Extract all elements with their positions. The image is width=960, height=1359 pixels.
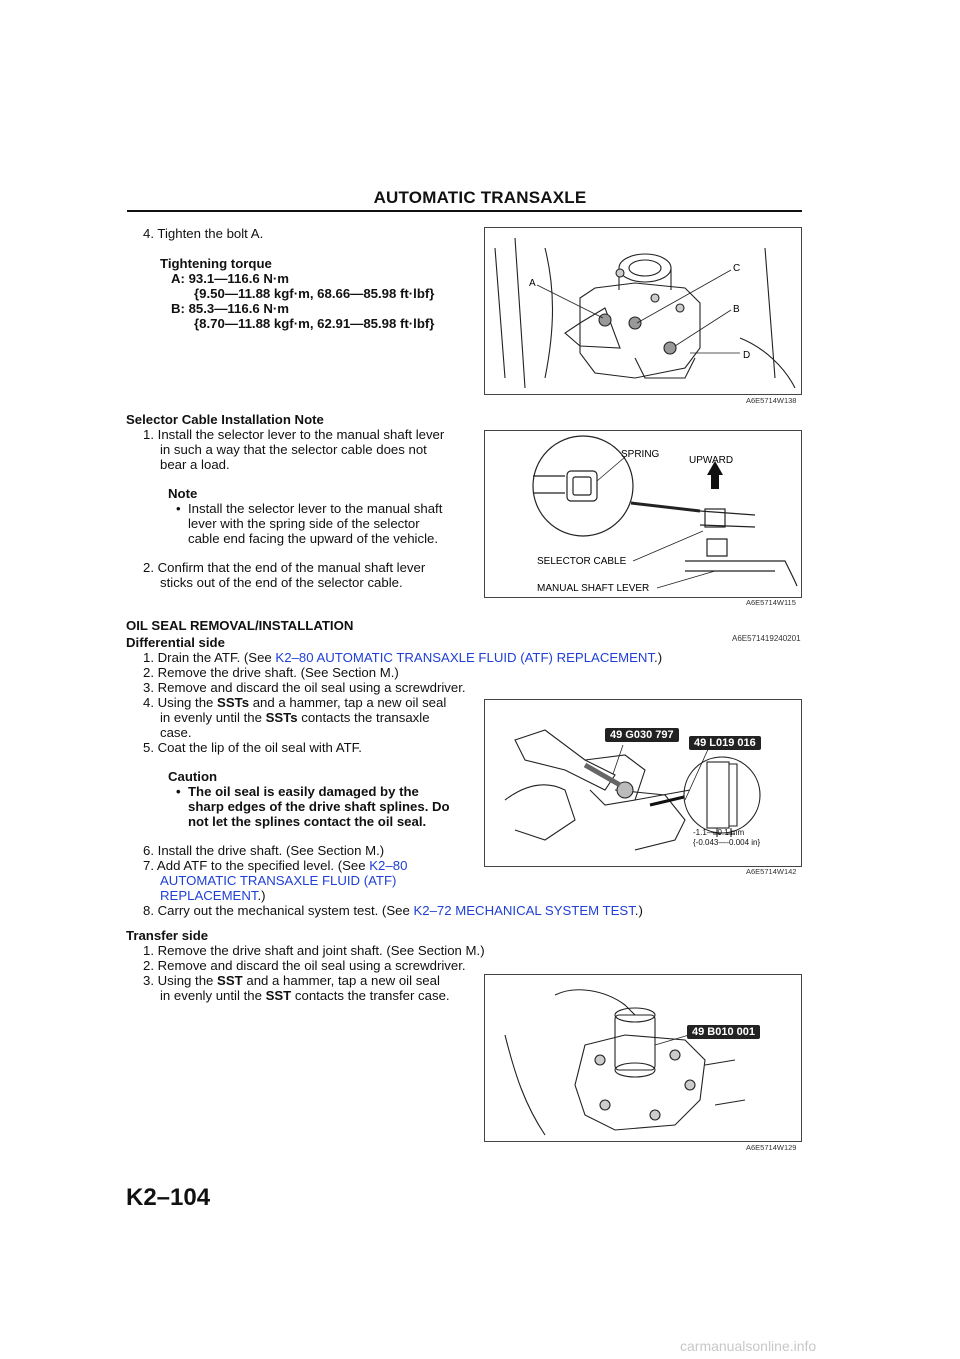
diff-step-7-end: .) bbox=[257, 888, 266, 903]
diff-step-5: 5. Coat the lip of the oil seal with ATF. bbox=[143, 740, 362, 755]
oil-seal-ref-code: A6E571419240201 bbox=[732, 634, 801, 643]
caution-line3: not let the splines contact the oil seal. bbox=[188, 814, 427, 829]
selector-step-1-line3: bear a load. bbox=[160, 457, 230, 472]
sst-term: SSTs bbox=[265, 710, 298, 725]
diff-step-4 bbox=[143, 695, 446, 710]
torque-a: A: 93.1—116.6 N·m bbox=[171, 271, 290, 286]
caution-line2: sharp edges of the drive shaft splines. Do bbox=[188, 799, 450, 814]
oil-seal-heading: OIL SEAL REMOVAL/INSTALLATION bbox=[126, 618, 354, 633]
diff-step-1-end: .) bbox=[654, 650, 663, 665]
transfer-step-3 bbox=[143, 973, 440, 988]
transfer-step-3-text: 3. Using the bbox=[143, 973, 218, 988]
diff-step-7 bbox=[143, 858, 407, 873]
diff-step-1-text: 1. Drain the ATF. (See bbox=[143, 650, 276, 665]
fig1-label-d: D bbox=[743, 350, 751, 361]
transfer-step-3-line2 bbox=[160, 988, 450, 1003]
diff-step-2: 2. Remove the drive shaft. (See Section M.) bbox=[143, 665, 399, 680]
step-4-text: 4. Tighten the bolt A. bbox=[143, 226, 264, 241]
note-line3: cable end facing the upward of the vehicle. bbox=[188, 531, 438, 546]
torque-a-sub: {9.50—11.88 kgf·m, 68.66—85.98 ft·lbf} bbox=[194, 286, 435, 301]
fig2-label-spring: SPRING bbox=[621, 449, 660, 460]
figure-transfer-oil-seal bbox=[484, 974, 802, 1142]
selector-heading: Selector Cable Installation Note bbox=[126, 412, 324, 427]
transfer-step-1: 1. Remove the drive shaft and joint shaft. (See Section M.) bbox=[143, 943, 485, 958]
fig1-label-b: B bbox=[733, 304, 740, 315]
transfer-step-3-rest: and a hammer, tap a new oil seal bbox=[242, 973, 440, 988]
link-mechanical-system-test[interactable]: K2–72 MECHANICAL SYSTEM TEST bbox=[413, 903, 635, 918]
fig3-code: A6E5714W142 bbox=[746, 867, 797, 876]
fig2-label-upward: UPWARD bbox=[689, 455, 734, 466]
selector-step-2: 2. Confirm that the end of the manual shaft lever bbox=[143, 560, 426, 575]
link-atf-replacement[interactable]: K2–80 AUTOMATIC TRANSAXLE FLUID (ATF) REPLACEMENT bbox=[275, 650, 655, 665]
diff-step-4-text: 4. Using the bbox=[143, 695, 218, 710]
note-line1: • Install the selector lever to the manual shaft bbox=[188, 501, 442, 516]
page-number: K2–104 bbox=[126, 1184, 211, 1211]
diff-step-1 bbox=[143, 650, 662, 665]
differential-side-heading: Differential side bbox=[126, 635, 225, 650]
bolt-diagram bbox=[485, 228, 801, 394]
transfer-step-2: 2. Remove and discard the oil seal using a screwdriver. bbox=[143, 958, 466, 973]
diff-step-4-l2-text: in evenly until the bbox=[160, 710, 266, 725]
caution-heading: Caution bbox=[168, 769, 218, 784]
selector-step-1: 1. Install the selector lever to the manual shaft lever bbox=[143, 427, 445, 442]
torque-heading: Tightening torque bbox=[160, 256, 272, 271]
note-heading: Note bbox=[168, 486, 198, 501]
link-atf-replacement-2-line2[interactable]: AUTOMATIC TRANSAXLE FLUID (ATF) bbox=[160, 873, 397, 888]
link-atf-replacement-2-line3[interactable]: REPLACEMENT bbox=[160, 888, 258, 903]
seal-depth-mm: -1.1—-0.1 mm bbox=[693, 828, 745, 837]
diff-step-3: 3. Remove and discard the oil seal using a screwdriver. bbox=[143, 680, 466, 695]
sst-term: SST bbox=[217, 973, 243, 988]
fig1-label-c: C bbox=[733, 263, 741, 274]
seal-depth-in: {-0.043—-0.004 in} bbox=[693, 838, 761, 847]
diff-step-8-text: 8. Carry out the mechanical system test. (See bbox=[143, 903, 414, 918]
fig2-code: A6E5714W115 bbox=[746, 598, 796, 607]
figure-selector-cable bbox=[484, 430, 802, 598]
sst-tag-49-b010-001: 49 B010 001 bbox=[687, 1025, 760, 1039]
diff-step-8 bbox=[143, 903, 643, 918]
diff-step-6: 6. Install the drive shaft. (See Section M.) bbox=[143, 843, 385, 858]
diff-step-7-text: 7. Add ATF to the specified level. (See bbox=[143, 858, 370, 873]
page-title: AUTOMATIC TRANSAXLE bbox=[373, 188, 587, 207]
fig1-code: A6E5714W138 bbox=[746, 396, 797, 405]
diff-step-4-line3: case. bbox=[160, 725, 192, 740]
selector-step-1-line2: in such a way that the selector cable does not bbox=[160, 442, 427, 457]
sst-tag-49-l019-016: 49 L019 016 bbox=[689, 736, 761, 750]
diff-step-4-rest: and a hammer, tap a new oil seal bbox=[249, 695, 447, 710]
transfer-step-3-l2-text: in evenly until the bbox=[160, 988, 266, 1003]
torque-b-sub: {8.70—11.88 kgf·m, 62.91—85.98 ft·lbf} bbox=[194, 316, 435, 331]
sst-term: SST bbox=[265, 988, 292, 1003]
fig2-label-selector-cable: SELECTOR CABLE bbox=[537, 556, 627, 567]
link-atf-replacement-2[interactable]: K2–80 bbox=[369, 858, 408, 873]
sst-term: SSTs bbox=[217, 695, 250, 710]
figure-differential-oil-seal bbox=[484, 699, 802, 867]
transfer-side-heading: Transfer side bbox=[126, 928, 209, 943]
header-rule bbox=[127, 210, 802, 212]
diff-step-8-end: .) bbox=[634, 903, 643, 918]
fig1-label-a: A bbox=[529, 278, 536, 289]
sst-tag-49-g030-797: 49 G030 797 bbox=[605, 728, 679, 742]
watermark: carmanualsonline.info bbox=[680, 1338, 817, 1354]
transfer-step-3-l2-rest: contacts the transfer case. bbox=[291, 988, 450, 1003]
diff-step-4-l2-rest: contacts the transaxle bbox=[297, 710, 430, 725]
fig2-label-manual-shaft-lever: MANUAL SHAFT LEVER bbox=[537, 583, 650, 594]
diff-step-7-line3 bbox=[160, 888, 266, 903]
selector-step-2-line2: sticks out of the end of the selector cable. bbox=[160, 575, 403, 590]
figure-bolt-tightening bbox=[484, 227, 802, 395]
caution-line1: • The oil seal is easily damaged by the bbox=[188, 784, 419, 799]
transfer-oil-seal-diagram bbox=[485, 975, 801, 1141]
torque-b: B: 85.3—116.6 N·m bbox=[171, 301, 290, 316]
diff-step-4-line2 bbox=[160, 710, 430, 725]
note-line2: lever with the spring side of the selector bbox=[188, 516, 420, 531]
fig4-code: A6E5714W129 bbox=[746, 1143, 797, 1152]
selector-cable-diagram bbox=[485, 431, 801, 597]
